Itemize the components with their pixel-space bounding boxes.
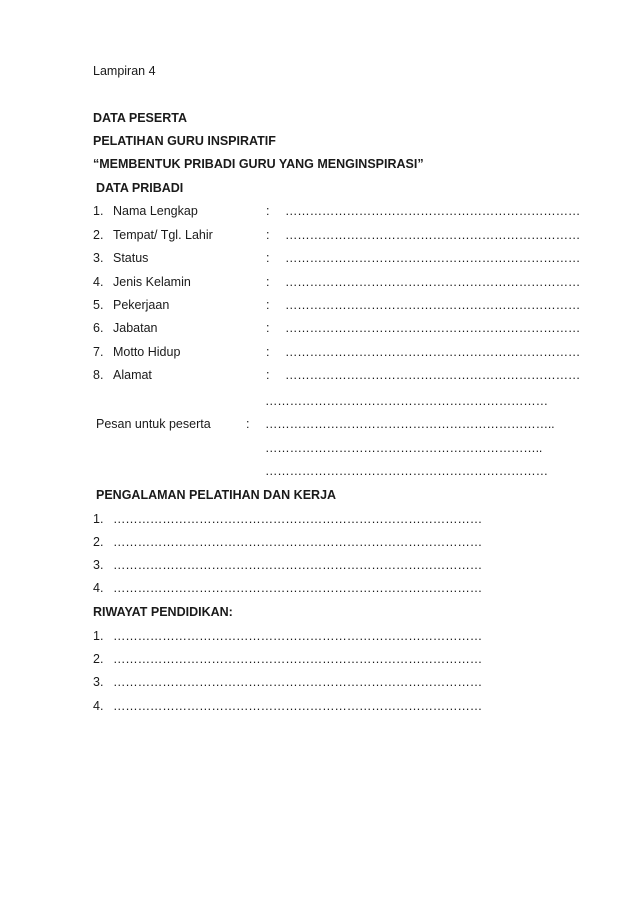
field-label: Pekerjaan	[113, 298, 170, 312]
list-blank: ………………………………………………………………………………	[113, 629, 483, 643]
field-number: 2.	[93, 228, 104, 242]
field-number: 5.	[93, 298, 104, 312]
list-blank: ………………………………………………………………………………	[113, 652, 483, 666]
personal-heading: DATA PRIBADI	[96, 181, 184, 195]
list-number: 4.	[93, 699, 104, 713]
field-label: Status	[113, 251, 149, 265]
appendix-label: Lampiran 4	[93, 64, 156, 78]
field-row	[93, 297, 581, 313]
field-colon: :	[266, 298, 270, 312]
message-blank-2: …………………………………………………………..	[265, 441, 543, 455]
address-continuation: ……………………………………………………………	[265, 394, 548, 408]
list-blank: ………………………………………………………………………………	[113, 558, 483, 572]
field-label: Jenis Kelamin	[113, 275, 191, 289]
list-number: 1.	[93, 629, 104, 643]
field-blank: ………………………………………………………………	[285, 368, 581, 382]
list-blank: ………………………………………………………………………………	[113, 699, 483, 713]
field-label: Tempat/ Tgl. Lahir	[113, 228, 213, 242]
field-row	[93, 320, 581, 336]
field-colon: :	[266, 204, 270, 218]
title-data-peserta: DATA PESERTA	[93, 111, 187, 125]
field-blank: ………………………………………………………………	[285, 275, 581, 289]
field-number: 7.	[93, 345, 104, 359]
field-number: 3.	[93, 251, 104, 265]
education-heading: RIWAYAT PENDIDIKAN:	[93, 605, 233, 619]
list-number: 4.	[93, 581, 104, 595]
field-number: 8.	[93, 368, 104, 382]
message-blank-1: ……………………………………………………………..	[265, 417, 555, 431]
field-colon: :	[266, 321, 270, 335]
field-number: 1.	[93, 204, 104, 218]
list-blank: ………………………………………………………………………………	[113, 535, 483, 549]
field-blank: ………………………………………………………………	[285, 345, 581, 359]
field-row	[93, 274, 581, 290]
field-colon: :	[266, 368, 270, 382]
message-colon: :	[246, 417, 250, 431]
field-blank: ………………………………………………………………	[285, 298, 581, 312]
field-label: Motto Hidup	[113, 345, 181, 359]
list-blank: ………………………………………………………………………………	[113, 581, 483, 595]
field-label: Jabatan	[113, 321, 158, 335]
field-row	[93, 250, 581, 266]
list-blank: ………………………………………………………………………………	[113, 512, 483, 526]
field-blank: ………………………………………………………………	[285, 204, 581, 218]
field-colon: :	[266, 275, 270, 289]
field-colon: :	[266, 228, 270, 242]
field-number: 6.	[93, 321, 104, 335]
list-number: 2.	[93, 535, 104, 549]
field-colon: :	[266, 345, 270, 359]
message-label: Pesan untuk peserta	[96, 417, 211, 431]
message-blank-3: ……………………………………………………………	[265, 464, 548, 478]
field-number: 4.	[93, 275, 104, 289]
title-tagline: “MEMBENTUK PRIBADI GURU YANG MENGINSPIRASI”	[93, 157, 424, 171]
list-blank: ………………………………………………………………………………	[113, 675, 483, 689]
list-number: 1.	[93, 512, 104, 526]
field-row	[93, 344, 581, 360]
list-number: 3.	[93, 558, 104, 572]
field-blank: ………………………………………………………………	[285, 228, 581, 242]
field-label: Nama Lengkap	[113, 204, 198, 218]
field-row	[93, 203, 581, 219]
field-blank: ………………………………………………………………	[285, 251, 581, 265]
list-number: 3.	[93, 675, 104, 689]
field-label: Alamat	[113, 368, 152, 382]
field-colon: :	[266, 251, 270, 265]
experience-heading: PENGALAMAN PELATIHAN DAN KERJA	[96, 488, 337, 502]
field-row	[93, 227, 581, 243]
field-blank: ………………………………………………………………	[285, 321, 581, 335]
title-pelatihan: PELATIHAN GURU INSPIRATIF	[93, 134, 276, 148]
field-row	[93, 367, 581, 383]
list-number: 2.	[93, 652, 104, 666]
